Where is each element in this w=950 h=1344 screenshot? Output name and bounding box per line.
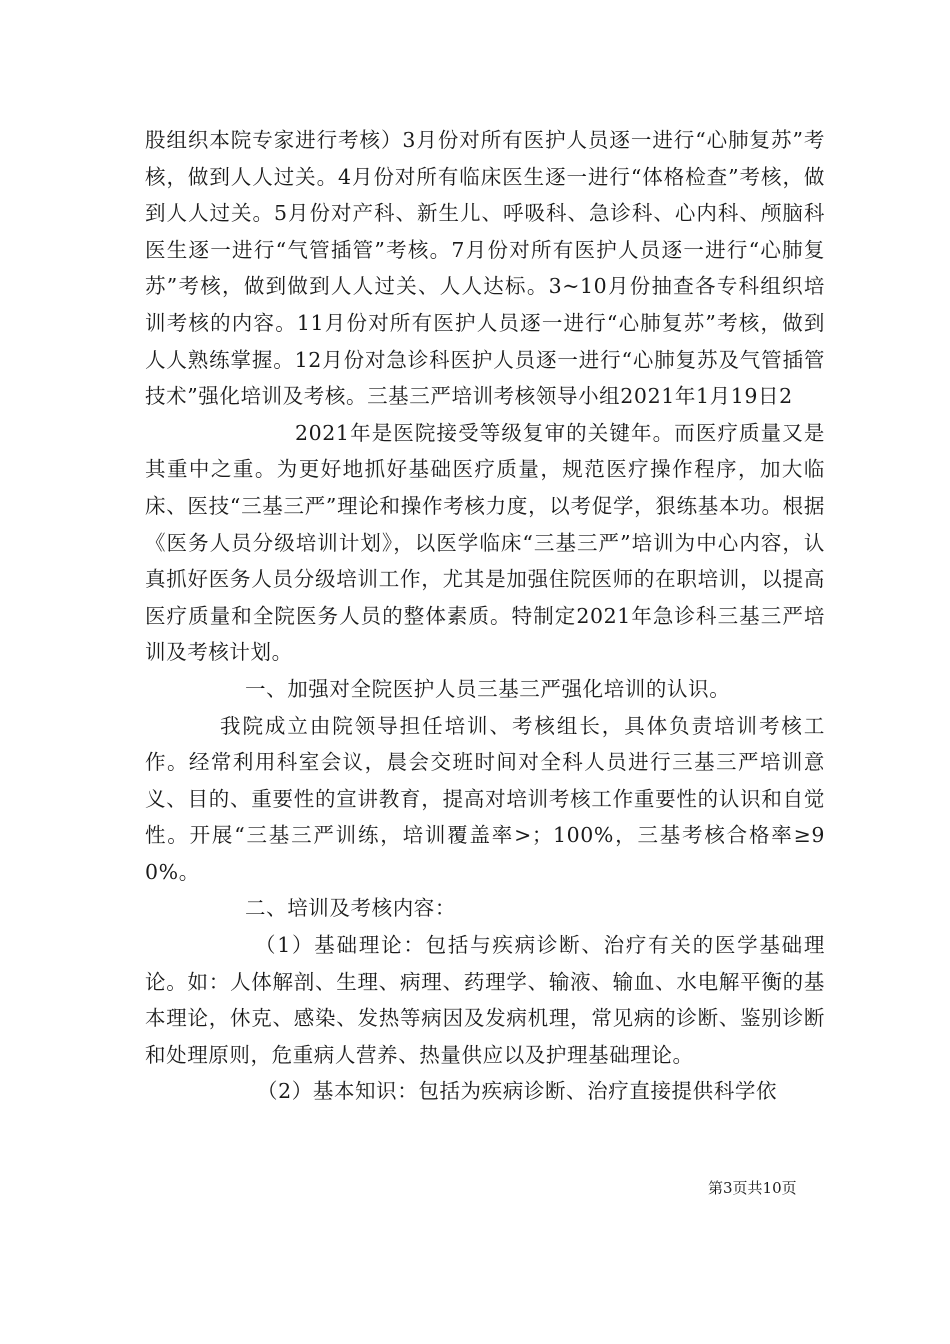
- paragraph-basic-knowledge: （2）基本知识：包括为疾病诊断、治疗直接提供科学依: [257, 1079, 778, 1104]
- paragraph-leadership: 我院成立由院领导担任培训、考核组长，具体负责培训考核工作。经常利用科室会议，晨会交班时间对全科人员进行三基三严培训意义、目的、重要性的宣讲教育，提高对培训考核工作重要性的认识和自觉性。开展“三基三严训练，培训覆盖率>；100%，三基考核合格率≥90%。: [145, 713, 825, 884]
- section-heading-one: 一、加强对全院医护人员三基三严强化培训的认识。: [245, 676, 731, 701]
- page-number: 第3页共10页: [708, 1179, 797, 1197]
- section-heading-two: 二、培训及考核内容：: [245, 896, 456, 921]
- paragraph-assessment-schedule: 股组织本院专家进行考核）3月份对所有医护人员逐一进行“心肺复苏”考核，做到人人过关。4月份对所有临床医生逐一进行“体格检查”考核，做到人人过关。5月份对产科、新生儿、呼吸科、急诊科、心内科、颅脑科医生逐一进行“气管插管”考核。7月份对所有医护人员逐一进行“心肺复苏”考核，做到做到人人过关、人人达标。3~10月份抽查各专科组织培训考核的内容。11月份对所有医护人员逐一进行“心肺复苏”考核，做到人人熟练掌握。12月份对急诊科医护人员逐一进行“心肺复苏及气管插管技术”强化培训及考核。三基三严培训考核领导小组2021年1月19日2: [145, 128, 825, 409]
- paragraph-plan-intro: 2021年是医院接受等级复审的关键年。而医疗质量又是其重中之重。为更好地抓好基础医疗质量，规范医疗操作程序，加大临床、医技“三基三严”理论和操作考核力度，以考促学，狠练基本功。根据《医务人员分级培训计划》，以医学临床“三基三严”培训为中心内容，认真抓好医务人员分级培训工作，尤其是加强住院医师的在职培训，以提高医疗质量和全院医务人员的整体素质。特制定2021年急诊科三基三严培训及考核计划。: [145, 420, 825, 665]
- document-body: [145, 122, 825, 1110]
- paragraph-basic-theory: （1）基础理论：包括与疾病诊断、治疗有关的医学基础理论。如：人体解剖、生理、病理、药理学、输液、输血、水电解平衡的基本理论，休克、感染、发热等病因及发病机理，常见病的诊断、鉴别诊断和处理原则，危重病人营养、热量供应以及护理基础理论。: [145, 933, 825, 1067]
